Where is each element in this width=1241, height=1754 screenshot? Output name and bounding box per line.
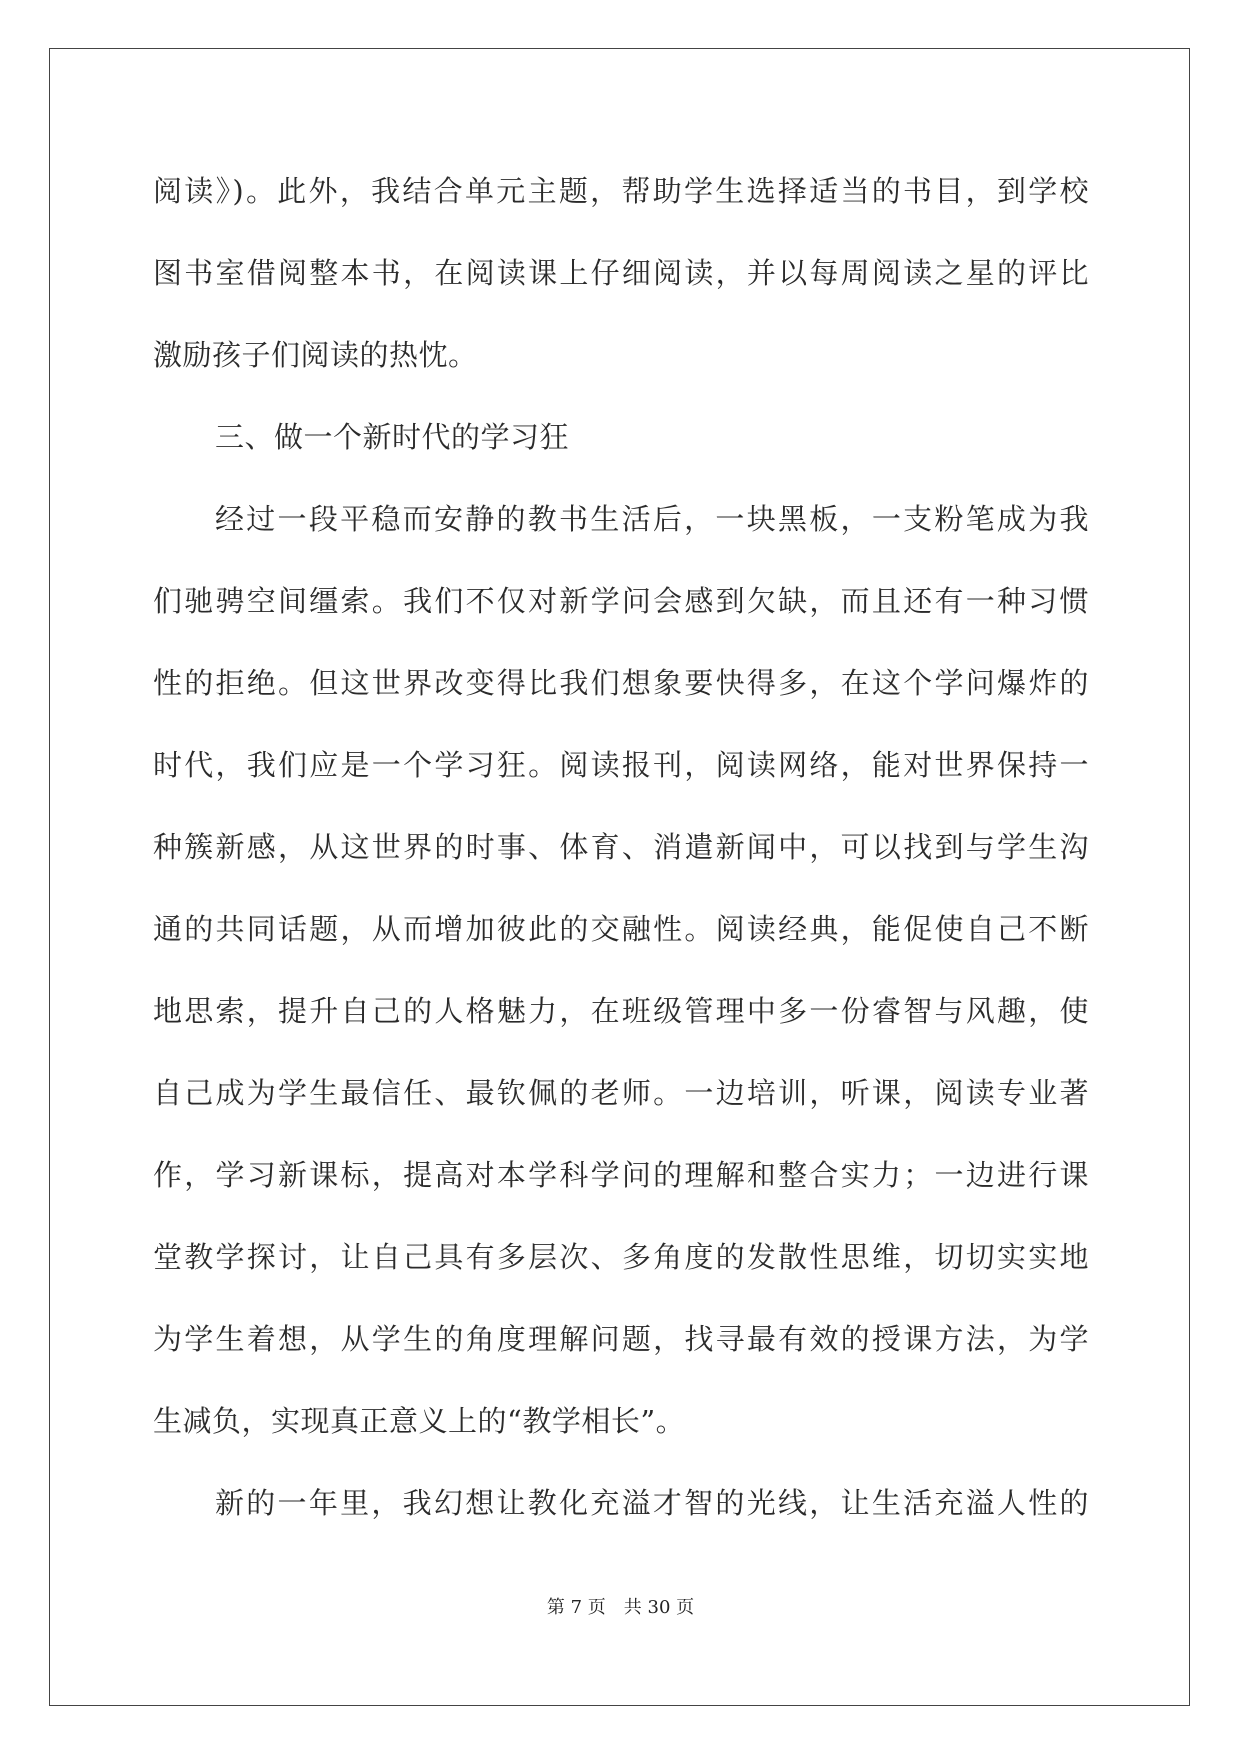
text-line: 图书室借阅整本书，在阅读课上仔细阅读，并以每周阅读之星的评比 xyxy=(153,256,1089,290)
text-line: 激励孩子们阅读的热忱。 xyxy=(153,338,478,372)
page-footer xyxy=(0,1593,1241,1619)
document-body xyxy=(153,160,1089,1554)
page-number: 第 7 页 xyxy=(546,1597,606,1618)
text-line: 三、做一个新时代的学习狂 xyxy=(215,420,570,454)
text-line: 时代，我们应是一个学习狂。阅读报刊，阅读网络，能对世界保持一 xyxy=(153,748,1089,782)
text-line: 种簇新感，从这世界的时事、体育、消遣新闻中，可以找到与学生沟 xyxy=(153,830,1089,864)
text-line: 地思索，提升自己的人格魅力，在班级管理中多一份睿智与风趣，使 xyxy=(153,994,1089,1028)
text-line: 经过一段平稳而安静的教书生活后，一块黑板，一支粉笔成为我 xyxy=(215,502,1089,536)
text-line: 性的拒绝。但这世界改变得比我们想象要快得多，在这个学问爆炸的 xyxy=(153,666,1089,700)
text-line: 通的共同话题，从而增加彼此的交融性。阅读经典，能促使自己不断 xyxy=(153,912,1089,946)
text-line: 自己成为学生最信任、最钦佩的老师。一边培训，听课，阅读专业著 xyxy=(153,1076,1089,1110)
text-line: 阅读》)。此外，我结合单元主题，帮助学生选择适当的书目，到学校 xyxy=(153,174,1089,208)
text-line: 们驰骋空间缰索。我们不仅对新学问会感到欠缺，而且还有一种习惯 xyxy=(153,584,1089,618)
text-line: 作，学习新课标，提高对本学科学问的理解和整合实力；一边进行课 xyxy=(153,1158,1089,1192)
page-total: 共 30 页 xyxy=(623,1597,695,1618)
text-line: 生减负，实现真正意义上的“教学相长”。 xyxy=(153,1404,686,1438)
text-line: 为学生着想，从学生的角度理解问题，找寻最有效的授课方法，为学 xyxy=(153,1322,1089,1356)
text-line: 堂教学探讨，让自己具有多层次、多角度的发散性思维，切切实实地 xyxy=(153,1240,1089,1274)
text-line: 新的一年里，我幻想让教化充溢才智的光线，让生活充溢人性的 xyxy=(215,1486,1089,1520)
